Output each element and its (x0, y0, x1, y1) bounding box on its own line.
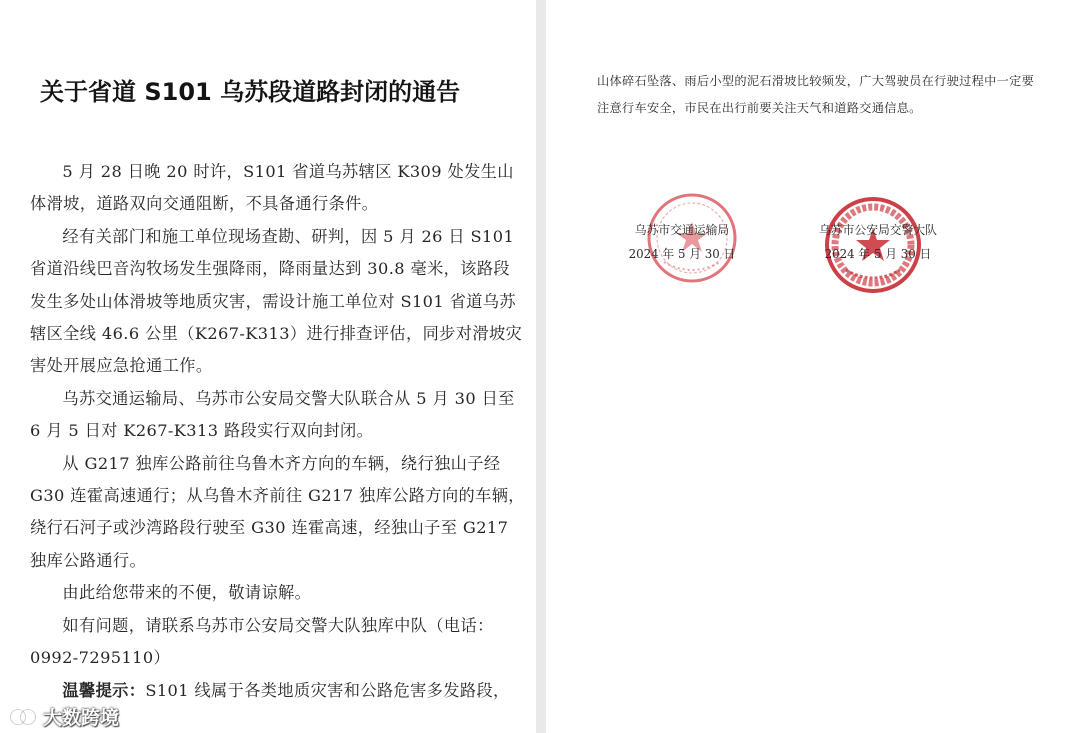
tip-text: S101 线属于各类地质灾害和公路危害多发路段， (145, 680, 510, 700)
notice-paragraph: 如有问题，请联系乌苏市公安局交警大队独库中队（电话：0992-7295110） (30, 615, 494, 668)
watermark (8, 703, 119, 730)
double-ring-logo-icon (8, 706, 38, 728)
signature-traffic-police (804, 218, 952, 266)
notice-paragraph: 由此给您带来的不便，敬请谅解。 (62, 583, 312, 603)
signature-date: 2024 年 5 月 30 日 (628, 247, 736, 261)
watermark-text: 大数跨境 (43, 707, 120, 729)
tip-label: 温馨提示： (62, 680, 146, 700)
notice-paragraph: 从 G217 独库公路前往乌鲁木齐方向的车辆，绕行独山子经 G30 连霍高速通行；从乌鲁木齐前往 G217 独库公路方向的车辆，绕行石河子或沙湾路段行驶至 G30 连霍高速，经独山子至 G217 独库公路通行。 (30, 453, 525, 570)
signature-traffic-bureau (620, 218, 744, 266)
notice-body (30, 156, 525, 707)
signature-org: 乌苏市公安局交警大队 (819, 223, 937, 237)
notice-paragraph: 经有关部门和施工单位现场查勘、研判，因 5 月 26 日 S101 省道沿线巴音沟牧场发生强降雨，降雨量达到 30.8 毫米，该路段发生多处山体滑坡等地质灾害，需设计施工单位对 S101 省道乌苏辖区全线 46.6 公里（K267-K313）进行排查评估，同步对滑坡灾害处开展应急抢通工作。 (30, 226, 523, 376)
signature-date: 2024 年 5 月 30 日 (824, 247, 932, 261)
notice-paragraph: 5 月 28 日晚 20 时许，S101 省道乌苏辖区 K309 处发生山体滑坡，道路双向交通阻断，不具备通行条件。 (30, 162, 514, 214)
signature-org: 乌苏市交通运输局 (634, 223, 730, 237)
notice-page-right (546, 0, 1080, 733)
continuation-paragraph: 山体碎石坠落、雨后小型的泥石滑坡比较频发，广大驾驶员在行驶过程中一定要注意行车安全，市民在出行前要关注天气和道路交通信息。 (597, 74, 1035, 115)
notice-title: 关于省道 S101 乌苏段道路封闭的通告 (40, 78, 461, 106)
notice-continuation (597, 68, 1037, 122)
notice-paragraph: 乌苏交通运输局、乌苏市公安局交警大队联合从 5 月 30 日至 6 月 5 日对 K267-K313 路段实行双向封闭。 (30, 388, 515, 441)
notice-page-left (0, 0, 536, 733)
